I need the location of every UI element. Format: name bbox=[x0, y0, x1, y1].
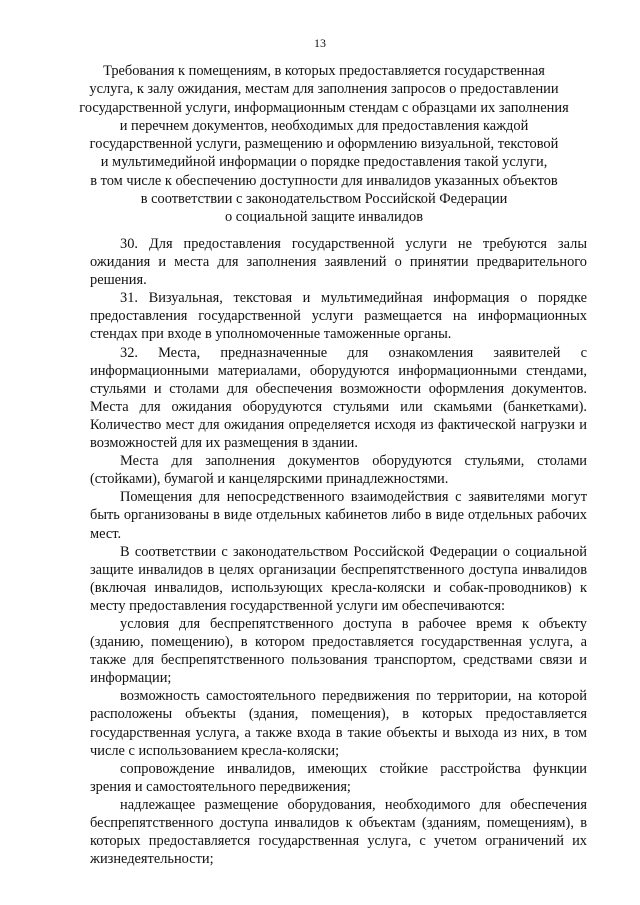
heading-line: и перечнем документов, необходимых для предоставления каждой bbox=[119, 117, 529, 134]
heading-line: о социальной защите инвалидов bbox=[224, 209, 424, 226]
heading-line: и мультимедийной информации о порядке предоставления такой услуги, bbox=[100, 154, 548, 171]
list-item-paragraph: возможность самостоятельного передвижения по территории, на которой расположены объекты (здания, помещения), в которых предоставляется государственная услуга, а также входа в такие объекты и выхода из них, в том числе с использованием кресла-коляски; bbox=[90, 688, 587, 759]
paragraph: В соответствии с законодательством Российской Федерации о социальной защите инвалидов в целях организации беспрепятственного доступа инвалидов (включая инвалидов, использующих кресла-коляски и собак-проводников) к месту предоставления государственной услуги им обеспечиваются: bbox=[90, 543, 587, 614]
paragraph: Места для заполнения документов оборудуются стульями, столами (стойками), бумагой и канцелярскими принадлежностями. bbox=[90, 453, 587, 488]
section-heading bbox=[64, 62, 584, 227]
heading-line: государственной услуги, размещению и оформлению визуальной, текстовой bbox=[89, 136, 559, 153]
document-body bbox=[90, 235, 587, 868]
paragraph-31: 31. Визуальная, текстовая и мультимедийная информация о порядке предоставления государственной услуги размещается на информационных стендах при входе в уполномоченные таможенные органы. bbox=[90, 290, 587, 343]
list-item-paragraph: условия для беспрепятственного доступа в рабочее время к объекту (зданию, помещению), в котором предоставляется государственная услуга, а также для беспрепятственного пользования транспортом, средствами связи и информации; bbox=[90, 615, 587, 687]
list-item-paragraph: сопровождение инвалидов, имеющих стойкие расстройства функции зрения и самостоятельного передвижения; bbox=[90, 760, 587, 795]
heading-line: в соответствии с законодательством Российской Федерации bbox=[140, 191, 508, 208]
list-item-paragraph: надлежащее размещение оборудования, необходимого для обеспечения беспрепятственного доступа инвалидов к объектам (зданиям, помещениям), в которых предоставляется государственная услуга, с учетом ограничений их жизнедеятельности; bbox=[90, 796, 587, 868]
heading-line: в том числе к обеспечению доступности для инвалидов указанных объектов bbox=[90, 172, 558, 189]
page-number: 13 bbox=[314, 36, 326, 50]
paragraph-32: 32. Места, предназначенные для ознакомления заявителей с информационными материалами, оборудуются информационными стендами, стульями и столами для обеспечения возможности оформления документов. Места для ожидания оборудуются стульями или скамьями (банкетками). Количество мест для ожидания определяется исходя из фактической нагрузки и возможностей для их размещения в здании. bbox=[90, 344, 587, 452]
heading-line: государственной услуги, информационным стендам с образцами их заполнения bbox=[79, 99, 569, 116]
heading-line: Требования к помещениям, в которых предоставляется государственная bbox=[103, 63, 545, 79]
paragraph: Помещения для непосредственного взаимодействия с заявителями могут быть организованы в виде отдельных кабинетов либо в виде отдельных рабочих мест. bbox=[90, 489, 587, 542]
heading-line: услуга, к залу ожидания, местам для заполнения запросов о предоставлении bbox=[89, 81, 559, 98]
paragraph-30: 30. Для предоставления государственной услуги не требуются залы ожидания и места для заполнения заявлений о принятии предварительного решения. bbox=[90, 236, 587, 289]
